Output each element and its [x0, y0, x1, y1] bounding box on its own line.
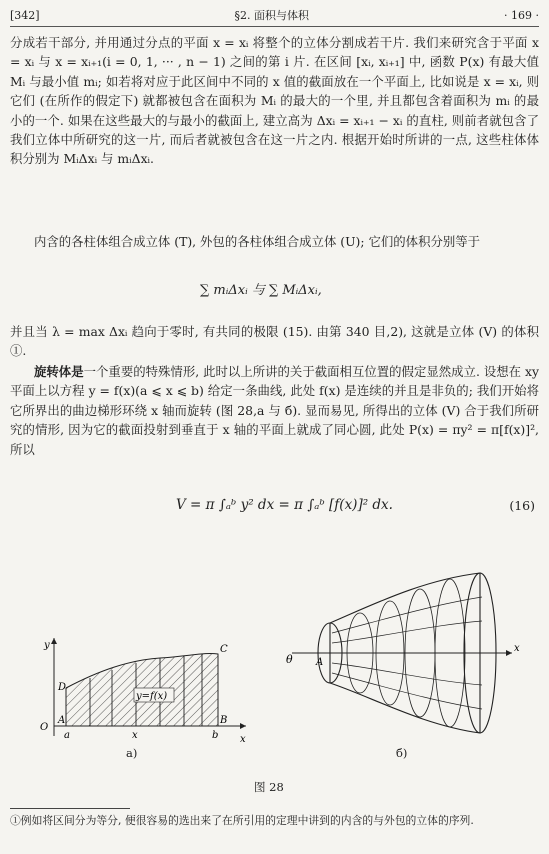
paragraph-2: 内含的各柱体组合成立体 (T), 外包的各柱体组合成立体 (U); 它们的体积分别等于	[34, 234, 481, 249]
page-tag: [342]	[10, 8, 40, 22]
paragraph-2-block	[10, 232, 539, 251]
point-A-label: A	[58, 715, 66, 726]
bold-term: 旋转体是	[34, 364, 84, 379]
subcaption-b: б)	[396, 746, 408, 760]
footnote: ①例如将区间分为等分, 便很容易的选出来了在所引用的定理中讲到的内含的与外包的立体的序列.	[10, 814, 474, 827]
volume-formula: V = π ∫ₐᵇ y² dx = π ∫ₐᵇ [f(x)]² dx.	[176, 497, 393, 513]
curve-label: y=f(x)	[136, 691, 168, 702]
theta-label: θ	[286, 653, 293, 666]
equation-number: (16)	[509, 498, 535, 513]
paragraph-1: 分成若干部分, 并用通过分点的平面 x = xᵢ 将整个的立体分割成若干片. 我们来研究含于平面 x = xᵢ 与 x = xᵢ₊₁(i = 0, 1, ··· , n − 1) 之间的第 i 片. 在区间 [xᵢ, xᵢ₊₁] 中, 函数 P(x) 有最大值 Mᵢ 与最小值 mᵢ; 如若将对应于此区间中不同的 x 值的截面放在一个平面上, 比如说是 x = xᵢ, 则它们 (在所作的假定下) 就都被包含在面积为 Mᵢ 的最大的一个里, 并且都包含着面积为 mᵢ 的最小的一个. 如果在这些最大的与最小的截面上, 建立高为 Δxᵢ = xᵢ₊₁ − xᵢ 的直柱, 则前者就包含了我们立体中所研究的这一片, 而后者就被包含在这一片之内. 根据开始时所讲的一点, 这些柱体体积分别为 MᵢΔxᵢ 与 mᵢΔxᵢ.	[10, 35, 539, 167]
right-x-label: x	[514, 643, 520, 654]
origin-label: O	[40, 722, 49, 733]
y-label: y	[44, 640, 50, 651]
x-label: x	[240, 734, 246, 742]
b-label: b	[212, 730, 219, 741]
section-title: §2. 面积与体积	[234, 9, 310, 22]
figure-caption: 图 28	[254, 780, 284, 794]
a-label: a	[64, 730, 70, 741]
footnote-rule	[10, 808, 130, 809]
paragraph-4-text: 一个重要的特殊情形, 此时以上所讲的关于截面相互位置的假定显然成立. 设想在 xy 平面上以方程 y = f(x)(a ⩽ x ⩽ b) 给定一条曲线, 此处 f(x) 是连续的并且是非负的; 我们开始将它所界出的曲边梯形环绕 x 轴而旋转 (图 28,a 与 б). 显而易见, 所得出的立体 (V) 合于我们所研究的情形, 因为它的截面投射到垂直于 x 轴的平面上就成了同心圆, 此处 P(x) = πy² = π[f(x)]², 所以	[10, 364, 539, 457]
figure-b	[282, 565, 522, 740]
paragraph-1-block	[10, 33, 539, 169]
sum-formula: ∑ mᵢΔxᵢ 与 ∑ MᵢΔxᵢ,	[200, 283, 322, 298]
right-A-label: A	[316, 657, 324, 668]
running-header	[10, 6, 539, 24]
point-D-label: D	[58, 682, 67, 693]
x-mid-label: x	[132, 730, 138, 741]
point-B-label: B	[220, 715, 228, 726]
subcaption-a: a)	[126, 746, 138, 760]
page-number: · 169 ·	[504, 8, 539, 22]
paragraph-4-block	[10, 362, 539, 459]
paragraph-4	[10, 362, 539, 459]
paragraph-3-block	[10, 322, 539, 361]
header-rule	[10, 26, 539, 27]
point-C-label: C	[220, 644, 228, 655]
paragraph-3: 并且当 λ = max Δxᵢ 趋向于零时, 有共同的极限 (15). 由第 340 目,2), 这就是立体 (V) 的体积①.	[10, 324, 539, 359]
figure-a	[40, 630, 255, 742]
